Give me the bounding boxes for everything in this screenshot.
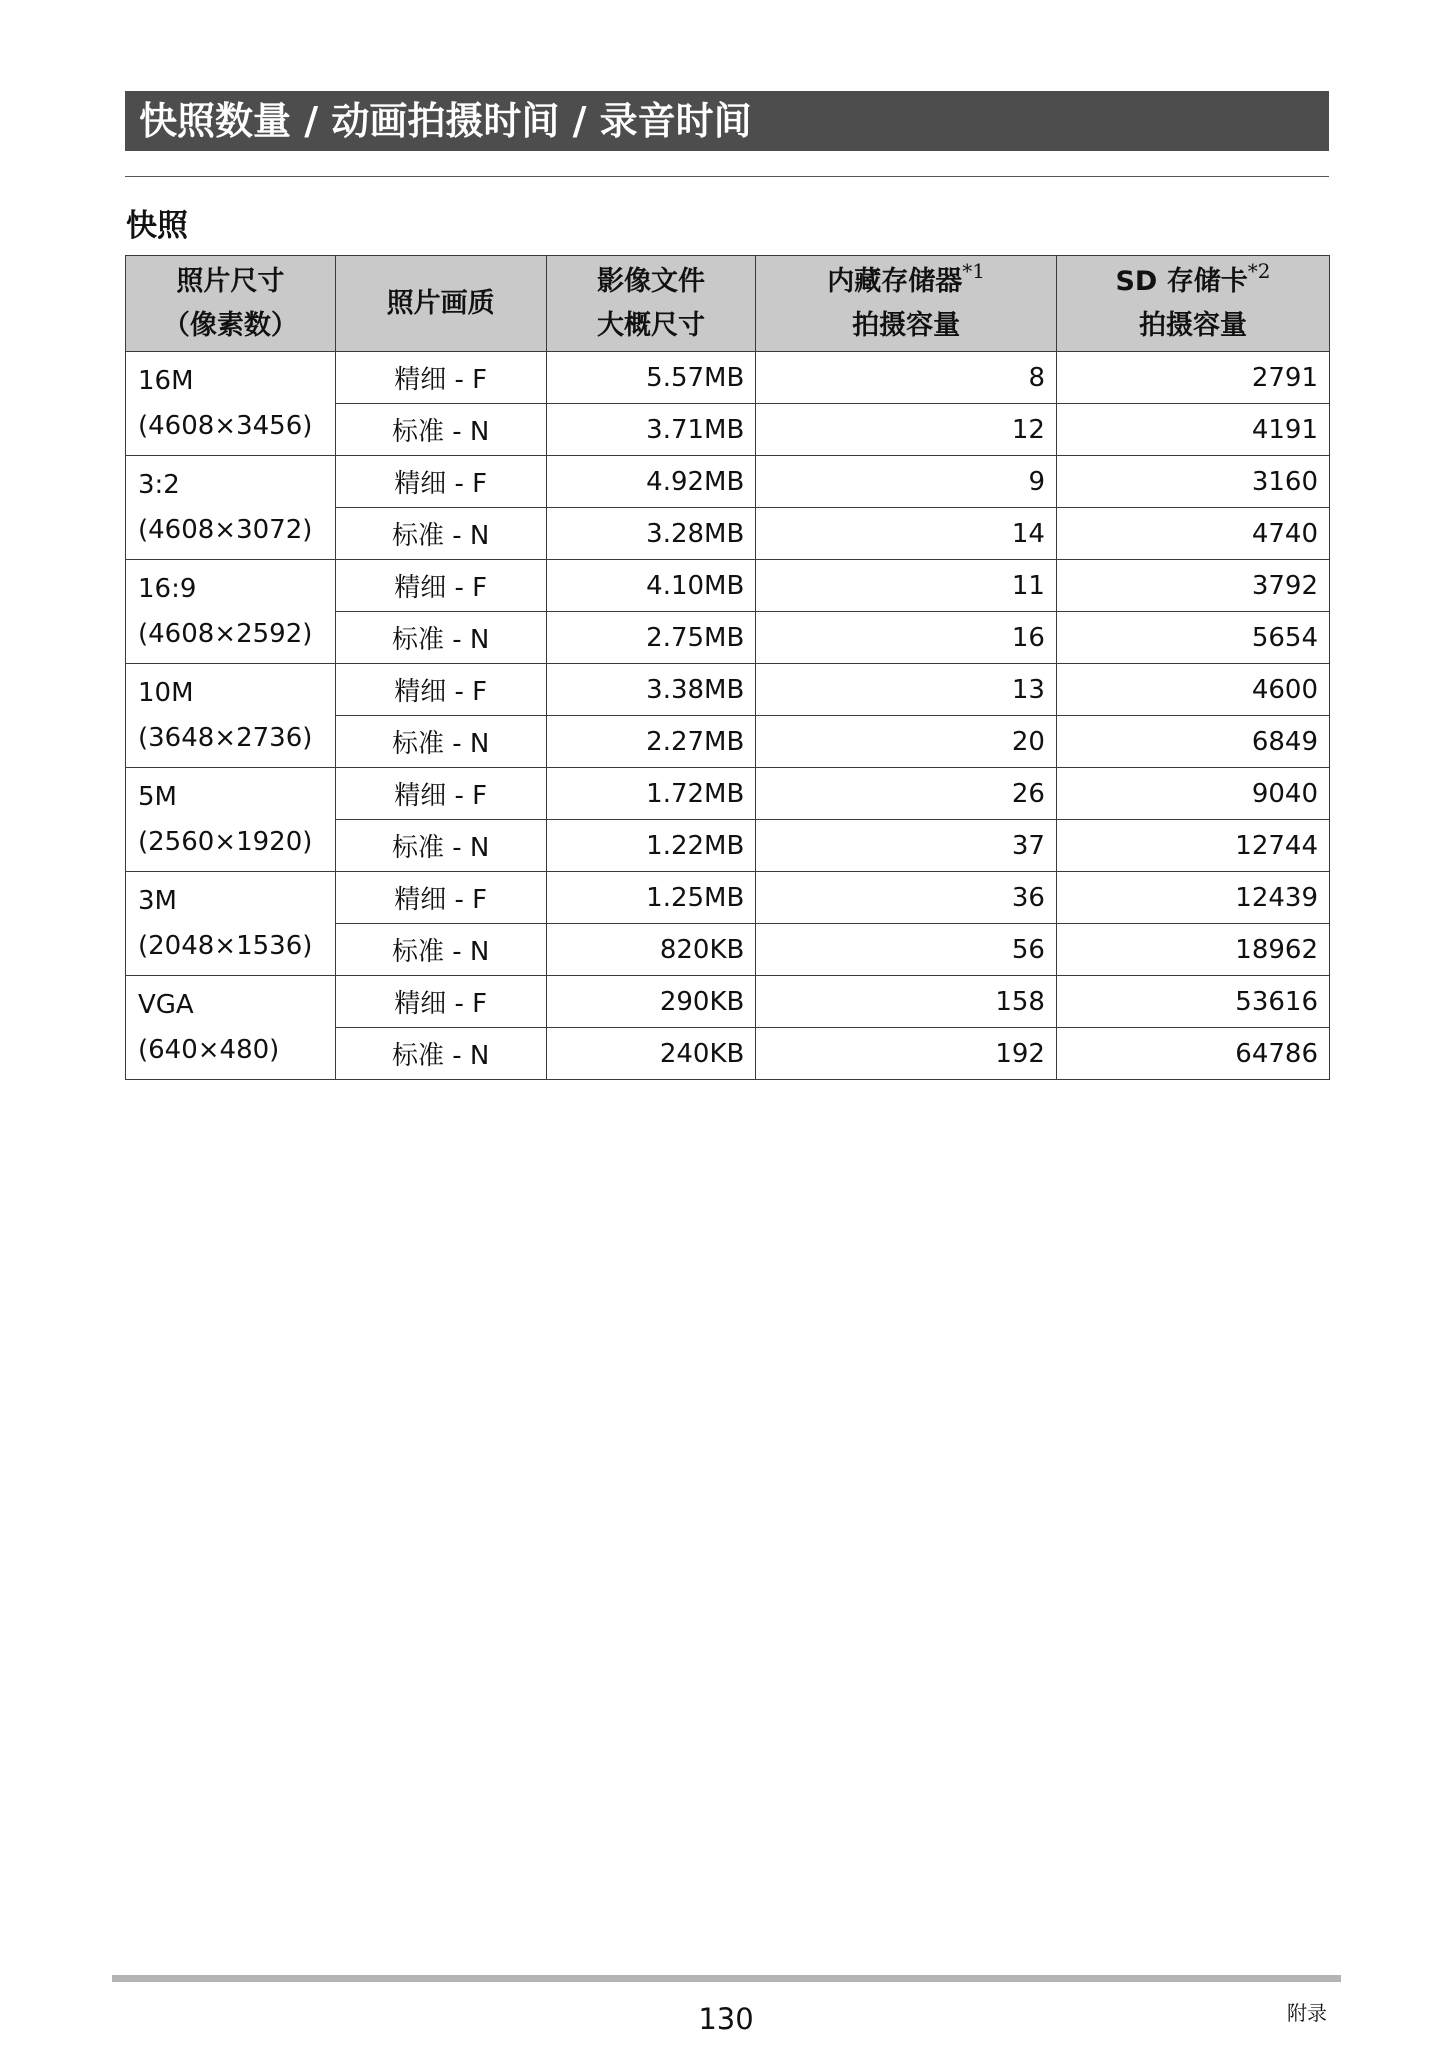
photo-quality-cell: 标准 - N [335,1028,546,1080]
sd-card-count-cell: 4600 [1056,664,1329,716]
internal-memory-count-cell: 16 [756,612,1057,664]
sd-card-count-cell: 4740 [1056,508,1329,560]
table-row [126,352,1330,404]
photo-quality-cell: 标准 - N [335,612,546,664]
sd-card-count-cell: 4191 [1056,404,1329,456]
header-sd-card-line2: 拍摄容量 [1138,309,1247,341]
internal-memory-count-cell: 8 [756,352,1057,404]
photo-quality-cell: 精细 - F [335,352,546,404]
sd-card-count-cell: 12744 [1056,820,1329,872]
photo-size-label: 3:2 [138,469,180,500]
table-row [126,664,1330,716]
photo-pixel-count: (4608×3456) [138,410,313,441]
photo-quality-cell: 精细 - F [335,664,546,716]
photo-size-cell [126,664,336,768]
file-size-cell: 3.71MB [546,404,756,456]
internal-memory-count-cell: 192 [756,1028,1057,1080]
photo-size-label: VGA [138,989,194,1020]
header-sd-card-line1: SD 存储卡 [1115,265,1248,297]
footer-section-label: 附录 [1287,2001,1327,2025]
header-photo-size-line2: （像素数） [162,309,298,341]
file-size-cell: 820KB [546,924,756,976]
title-divider [125,176,1329,177]
photo-size-cell [126,352,336,456]
photo-size-label: 10M [138,677,194,708]
table-header-row [126,256,1330,352]
photo-size-cell [126,456,336,560]
internal-memory-count-cell: 13 [756,664,1057,716]
internal-memory-count-cell: 11 [756,560,1057,612]
file-size-cell: 1.25MB [546,872,756,924]
internal-memory-count-cell: 20 [756,716,1057,768]
internal-memory-count-cell: 36 [756,872,1057,924]
photo-pixel-count: (4608×2592) [138,618,313,649]
table-header [126,256,1330,352]
sd-card-count-cell: 12439 [1056,872,1329,924]
table-row [126,976,1330,1028]
table-row [126,456,1330,508]
photo-quality-cell: 精细 - F [335,872,546,924]
photo-quality-cell: 标准 - N [335,924,546,976]
file-size-cell: 1.72MB [546,768,756,820]
file-size-cell: 4.10MB [546,560,756,612]
photo-quality-cell: 精细 - F [335,560,546,612]
file-size-cell: 2.75MB [546,612,756,664]
photo-size-cell [126,872,336,976]
sd-card-count-cell: 5654 [1056,612,1329,664]
photo-size-label: 16M [138,365,194,396]
photo-pixel-count: (2560×1920) [138,826,313,857]
internal-memory-count-cell: 158 [756,976,1057,1028]
photo-size-label: 5M [138,781,177,812]
sd-card-count-cell: 53616 [1056,976,1329,1028]
internal-memory-count-cell: 37 [756,820,1057,872]
photo-quality-cell: 标准 - N [335,820,546,872]
photo-quality-cell: 标准 - N [335,404,546,456]
table-body [126,352,1330,1080]
file-size-cell: 3.38MB [546,664,756,716]
header-file-size-line1: 影像文件 [596,265,705,297]
header-photo-size [126,256,336,352]
file-size-cell: 3.28MB [546,508,756,560]
header-photo-quality-label: 照片画质 [386,287,495,319]
page-number: 130 [698,2002,754,2036]
photo-size-label: 3M [138,885,177,916]
photo-pixel-count: (640×480) [138,1034,280,1065]
internal-memory-count-cell: 56 [756,924,1057,976]
file-size-cell: 240KB [546,1028,756,1080]
section-heading: 快照 [126,208,188,244]
header-sd-card-note: *2 [1247,258,1271,283]
page-title: 快照数量 / 动画拍摄时间 / 录音时间 [125,91,1329,151]
photo-quality-cell: 标准 - N [335,716,546,768]
sd-card-count-cell: 3160 [1056,456,1329,508]
internal-memory-count-cell: 14 [756,508,1057,560]
header-sd-card [1056,256,1329,352]
photo-size-label: 16:9 [138,573,197,604]
photo-quality-cell: 精细 - F [335,976,546,1028]
photo-quality-cell: 精细 - F [335,456,546,508]
table-row [126,872,1330,924]
header-internal-memory [756,256,1057,352]
internal-memory-count-cell: 12 [756,404,1057,456]
photo-quality-cell: 精细 - F [335,768,546,820]
photo-size-cell [126,560,336,664]
file-size-cell: 290KB [546,976,756,1028]
footer-divider [112,1975,1341,1982]
photo-pixel-count: (3648×2736) [138,722,313,753]
table-row [126,768,1330,820]
header-file-size-line2: 大概尺寸 [596,309,705,341]
sd-card-count-cell: 18962 [1056,924,1329,976]
snapshot-capacity-table [125,255,1330,1080]
sd-card-count-cell: 6849 [1056,716,1329,768]
header-internal-memory-line1: 内藏存储器 [827,265,963,297]
header-photo-quality [335,256,546,352]
internal-memory-count-cell: 26 [756,768,1057,820]
file-size-cell: 4.92MB [546,456,756,508]
sd-card-count-cell: 9040 [1056,768,1329,820]
file-size-cell: 5.57MB [546,352,756,404]
photo-pixel-count: (2048×1536) [138,930,313,961]
header-file-size [546,256,756,352]
header-internal-memory-line2: 拍摄容量 [852,309,961,341]
sd-card-count-cell: 2791 [1056,352,1329,404]
file-size-cell: 2.27MB [546,716,756,768]
photo-size-cell [126,768,336,872]
sd-card-count-cell: 64786 [1056,1028,1329,1080]
header-internal-memory-note: *1 [962,258,986,283]
file-size-cell: 1.22MB [546,820,756,872]
header-photo-size-line1: 照片尺寸 [176,265,285,297]
photo-size-cell [126,976,336,1080]
internal-memory-count-cell: 9 [756,456,1057,508]
sd-card-count-cell: 3792 [1056,560,1329,612]
table-row [126,560,1330,612]
photo-pixel-count: (4608×3072) [138,514,313,545]
photo-quality-cell: 标准 - N [335,508,546,560]
